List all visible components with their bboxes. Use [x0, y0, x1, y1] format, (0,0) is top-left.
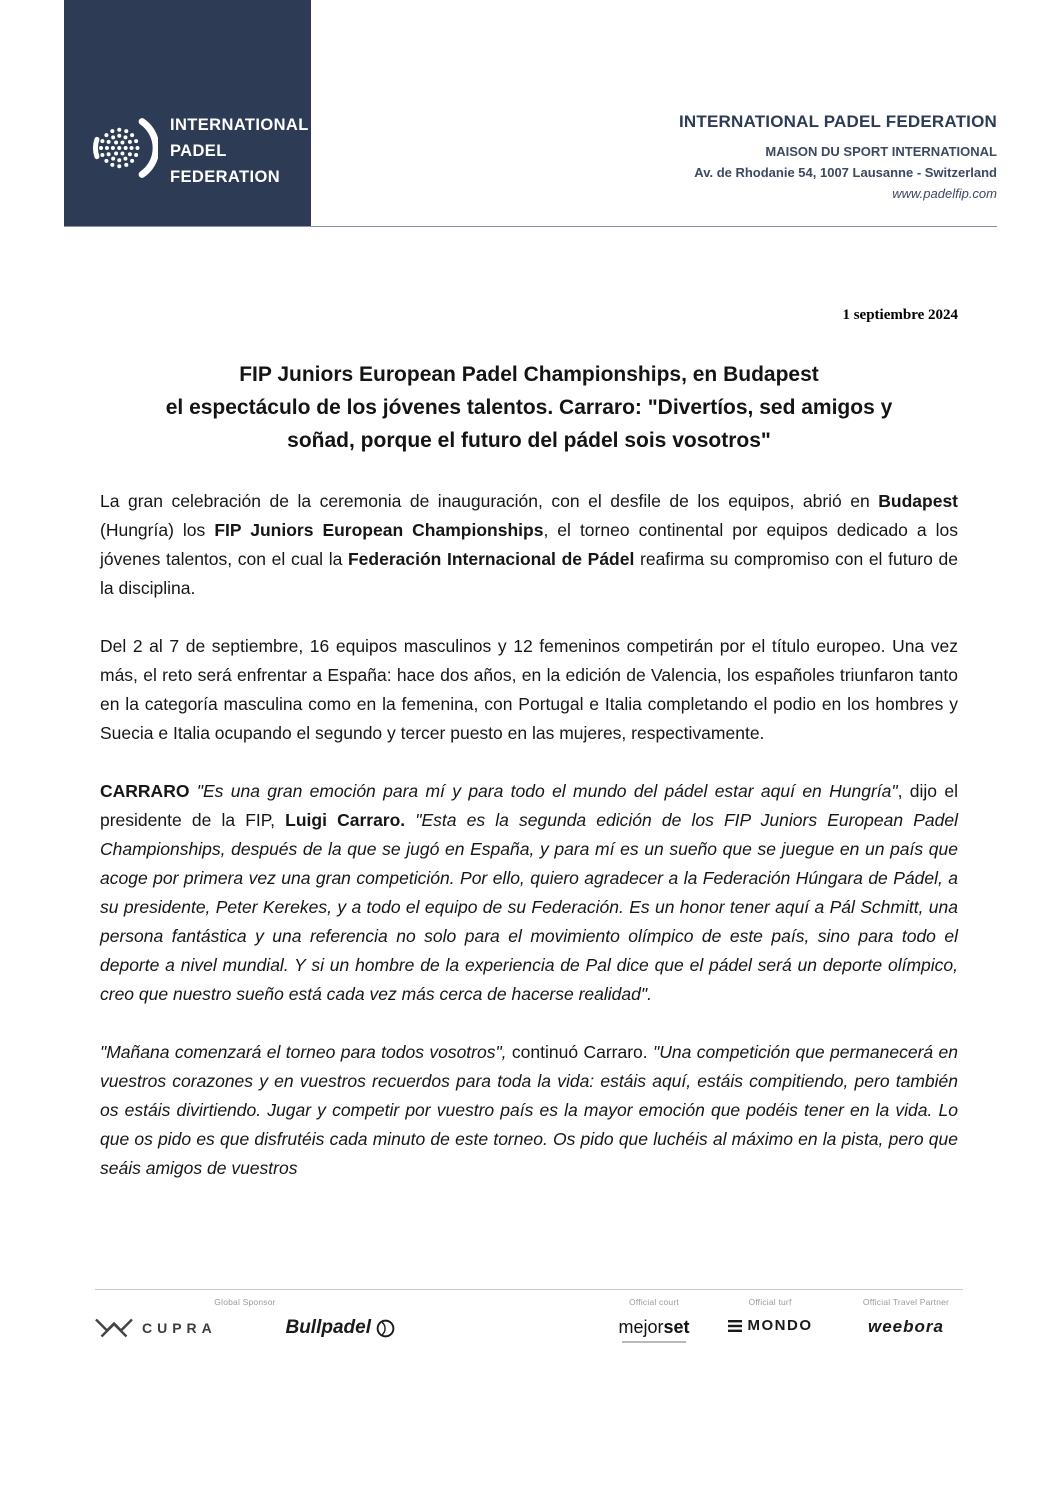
cupra-wordmark: CUPRA	[142, 1320, 217, 1336]
document-body	[100, 487, 958, 1212]
text-run: "Una competición que permanecerá en vuestros corazones y en vuestros recuerdos para toda la vida: estáis aquí, estáis compitiendo, pero también os estáis divirtiendo. Jugar y competir por vuestro país es la mayor emoción que podéis tener en la vida. Lo que os pido es que disfrutéis cada minuto de este torneo. Os pido que luchéis al máximo en la pista, pero que seáis amigos de vuestros	[100, 1042, 958, 1178]
logo-line-1: INTERNATIONAL	[170, 116, 309, 134]
text-run: Del 2 al 7 de septiembre, 16 equipos masculinos y 12 femeninos competirán por el título europeo. Una vez más, el reto será enfrentar a España: hace dos años, en la edición de Valencia, los españoles triunfaron tanto en la categoría masculina como en la femenina, con Portugal e Italia completando el podio en los hombres y Suecia e Italia ocupando el segundo y tercer puesto en las mujeres, respectivamente.	[100, 636, 958, 743]
address-line-1: MAISON DU SPORT INTERNATIONAL	[765, 144, 997, 159]
text-run: Luigi Carraro.	[285, 810, 406, 830]
padel-ball-icon	[86, 107, 158, 189]
text-run: Budapest	[878, 491, 958, 511]
body-paragraph	[100, 632, 958, 748]
bullpadel-logo	[285, 1317, 395, 1339]
title-line-1: FIP Juniors European Padel Championships, en Budapest	[239, 363, 819, 386]
text-run: CARRARO	[100, 781, 197, 801]
title-line-2: el espectáculo de los jóvenes talentos. Carraro: "Divertíos, sed amigos y	[165, 396, 893, 419]
sponsor-group-travel	[831, 1297, 981, 1337]
mejorset-wordmark-bold: set	[663, 1317, 690, 1337]
body-paragraph	[100, 777, 958, 1009]
body-paragraph	[100, 1038, 958, 1183]
title-line-3: soñad, porque el futuro del pádel sois vosotros"	[287, 429, 771, 452]
mejorset-wordmark-light: mejor	[618, 1317, 664, 1337]
bullpadel-ball-icon	[376, 1319, 395, 1338]
ipf-logo	[64, 0, 311, 227]
logo-line-2: PADEL	[170, 142, 227, 160]
org-name: INTERNATIONAL PADEL FEDERATION	[679, 112, 997, 131]
sponsor-label-court: Official court	[629, 1297, 679, 1307]
weebora-wordmark: weebora	[868, 1317, 944, 1336]
text-run: FIP Juniors European Championships	[214, 520, 544, 540]
logo-line-3: FEDERATION	[170, 168, 281, 186]
sponsor-label-turf: Official turf	[748, 1297, 792, 1307]
body-paragraph	[100, 487, 958, 603]
mondo-stripes-icon	[728, 1320, 742, 1332]
text-run: La gran celebración de la ceremonia de inauguración, con el desfile de los equipos, abrió en	[100, 491, 879, 511]
text-run: "Es una gran emoción para mí y para todo el mundo del pádel estar aquí en Hungría"	[196, 781, 898, 801]
sponsor-group-turf	[708, 1297, 832, 1334]
website: www.padelfip.com	[892, 186, 997, 201]
letterhead	[679, 112, 997, 204]
sponsor-label-travel: Official Travel Partner	[862, 1297, 950, 1307]
sponsor-group-court	[589, 1297, 719, 1343]
cupra-logo	[95, 1317, 217, 1339]
header-divider	[64, 226, 997, 227]
sponsor-group-global	[95, 1297, 395, 1339]
document-title	[60, 358, 998, 457]
text-run: reafirma su compromiso con el futuro de la disciplina.	[100, 549, 958, 598]
footer-divider	[95, 1289, 963, 1290]
text-run: continuó Carraro.	[511, 1042, 654, 1062]
mondo-wordmark: MONDO	[747, 1317, 813, 1334]
address-line-2: Av. de Rhodanie 54, 1007 Lausanne - Switzerland	[694, 165, 997, 180]
text-run: , el torneo continental por equipos dedicado a los jóvenes talentos, con el cual la	[100, 520, 958, 569]
text-run: (Hungría) los	[100, 520, 215, 540]
weebora-logo	[831, 1317, 981, 1337]
text-run: "Esta es la segunda edición de los FIP Juniors European Padel Championships, después de la que se jugó en España, y para mí es un sueño que se juegue en un país que acoge por primera vez una gran competición. Por ello, quiero agradecer a la Federación Húngara de Pádel, a su presidente, Peter Kerekes, y a todo el equipo de su Federación. Es un honor tener aquí a Pál Schmitt, una persona fantástica y una referencia no solo para el movimiento olímpico de este país, sino para todo el deporte a nivel mundial. Y si un hombre de la experiencia de Pal dice que el pádel será un deporte olímpico, creo que nuestro sueño está cada vez más cerca de hacerse realidad".	[100, 810, 958, 1004]
text-run: Federación Internacional de Pádel	[347, 549, 635, 569]
bullpadel-wordmark: Bullpadel	[285, 1317, 371, 1338]
sponsor-footer	[95, 1297, 963, 1361]
mejorset-logo	[589, 1317, 719, 1343]
mejorset-tagline-bar	[622, 1341, 686, 1343]
document-date: 1 septiembre 2024	[842, 307, 958, 323]
text-run: , dijo el presidente de la FIP,	[100, 781, 958, 830]
sponsor-label-global: Global Sponsor	[214, 1297, 276, 1307]
ipf-logo-text	[170, 112, 309, 190]
mondo-logo	[708, 1317, 832, 1334]
text-run: "Mañana comenzará el torneo para todos vosotros",	[100, 1042, 512, 1062]
cupra-emblem-icon	[95, 1317, 133, 1339]
